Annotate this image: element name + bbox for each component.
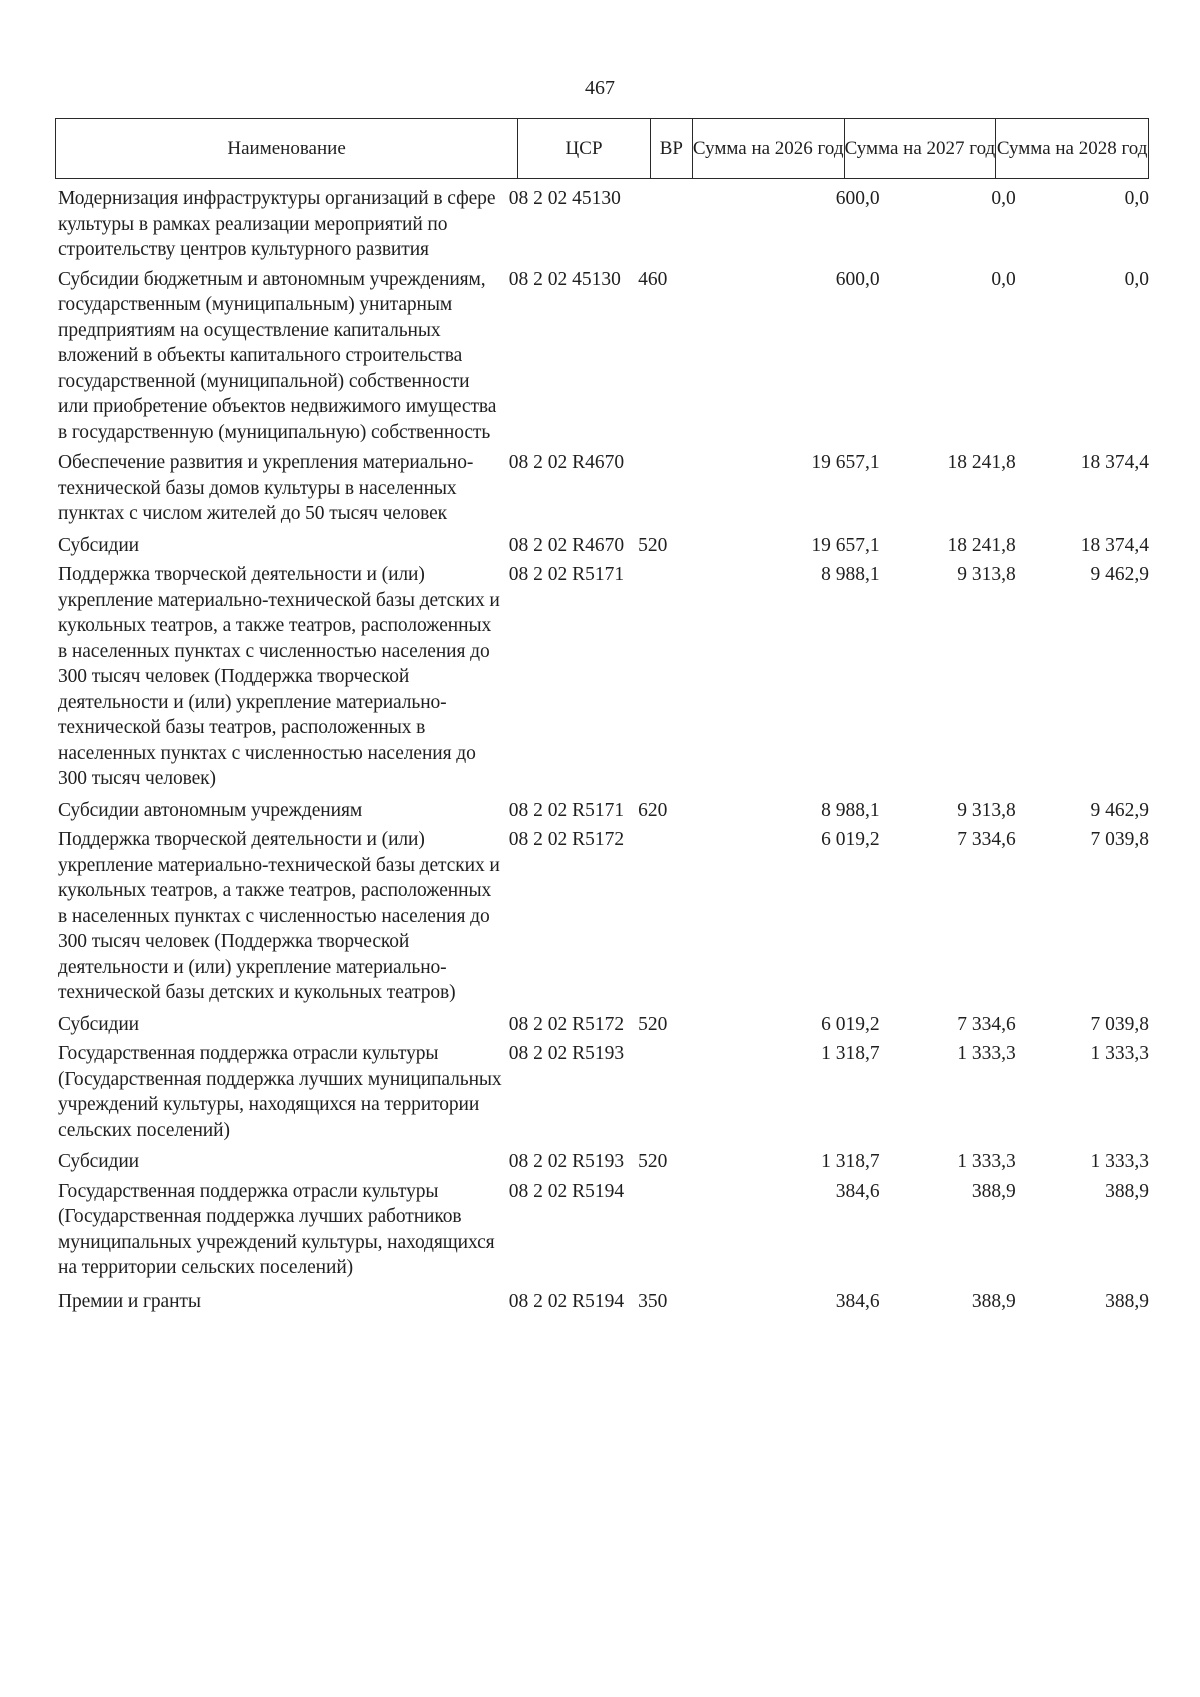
- row-name: Субсидии бюджетным и автономным учреждениям, государственным (муниципальным) унитарным предприятиям на осуществление капитальных вложений в объекты капитального строительства государственной (муниципальной) собственности или приобретение объектов недвижимого имущества в государственную (муниципальную) собственность: [58, 268, 497, 443]
- row-name: Поддержка творческой деятельности и (или) укрепление материально-технической базы детских и кукольных театров, а также театров, расположенных в населенных пунктах с численностью населения до 300 тысяч человек (Поддержка творческой деятельности и (или) укрепление материально-технической базы детских и кукольных театров): [58, 829, 500, 1003]
- table-row: [55, 1041, 1149, 1143]
- row-csr: 08 2 02 R5172: [508, 829, 625, 850]
- table-row: [55, 533, 1149, 559]
- table-row: [55, 1012, 1149, 1038]
- row-sum-2027: 388,9: [971, 1180, 1016, 1202]
- row-sum-2028: 9 462,9: [1090, 564, 1149, 585]
- row-sum-2028: 1 333,3: [1090, 1151, 1149, 1172]
- table-row: [55, 450, 1149, 527]
- row-sum-2028: 9 462,9: [1090, 799, 1149, 821]
- row-name: Модернизация инфраструктуры организаций в сфере культуры в рамках реализации мероприятий по строительству центров культурного развития: [58, 188, 496, 260]
- row-csr: 08 2 02 R5193: [508, 1151, 625, 1172]
- table-row: [55, 1149, 1149, 1175]
- row-csr: 08 2 02 R5171: [508, 799, 625, 821]
- row-name: Обеспечение развития и укрепления материально-технической базы домов культуры в населенных пунктах с числом жителей до 50 тысяч человек: [58, 452, 474, 524]
- row-name: Премии и гранты: [58, 1290, 201, 1312]
- row-sum-2028: 7 039,8: [1090, 1013, 1149, 1035]
- row-csr: 08 2 02 R5172: [508, 1013, 625, 1035]
- row-sum-2026: 600,0: [835, 188, 880, 209]
- row-sum-2028: 388,9: [1105, 1180, 1149, 1202]
- row-vr: [638, 562, 676, 792]
- row-csr: 08 2 02 45130: [508, 268, 621, 290]
- row-sum-2028: 388,9: [1105, 1290, 1149, 1312]
- table-row: [55, 267, 1149, 446]
- row-vr: 350: [638, 1290, 668, 1312]
- row-sum-2028: 0,0: [1124, 188, 1149, 209]
- row-vr: 620: [638, 799, 668, 821]
- row-name: Государственная поддержка отрасли культуры (Государственная поддержка лучших муниципальных учреждений культуры, находящихся на территории сельских поселений): [58, 1043, 502, 1141]
- row-sum-2027: 18 241,8: [947, 452, 1016, 473]
- row-sum-2026: 6 019,2: [821, 829, 880, 850]
- row-sum-2026: 1 318,7: [821, 1151, 880, 1172]
- header-csr: ЦСР: [518, 119, 651, 178]
- row-sum-2026: 19 657,1: [811, 534, 880, 556]
- row-vr: 520: [638, 534, 668, 556]
- row-sum-2027: 1 333,3: [957, 1151, 1016, 1172]
- row-name: Субсидии: [58, 1013, 140, 1035]
- row-sum-2026: 8 988,1: [821, 799, 880, 821]
- page-number: 467: [585, 77, 615, 99]
- row-vr: [638, 1179, 676, 1281]
- row-sum-2028: 1 333,3: [1090, 1043, 1149, 1064]
- row-name: Субсидии: [58, 1151, 140, 1172]
- table-row: [55, 186, 1149, 263]
- row-sum-2027: 7 334,6: [957, 1013, 1016, 1035]
- row-vr: 520: [638, 1151, 668, 1172]
- row-sum-2028: 0,0: [1124, 268, 1149, 290]
- row-name: Субсидии автономным учреждениям: [58, 799, 363, 821]
- row-sum-2026: 384,6: [835, 1290, 880, 1312]
- row-csr: 08 2 02 R4670: [508, 452, 625, 473]
- header-sum-2028: Сумма на 2028 год: [996, 137, 1148, 159]
- row-sum-2026: 8 988,1: [821, 564, 880, 585]
- row-vr: [638, 186, 676, 263]
- row-sum-2028: 18 374,4: [1080, 534, 1149, 556]
- row-sum-2027: 7 334,6: [957, 829, 1016, 850]
- header-sum-2026: Сумма на 2026 год: [693, 119, 845, 178]
- row-sum-2026: 19 657,1: [811, 452, 880, 473]
- table-row: [55, 1179, 1149, 1281]
- table-row: [55, 562, 1149, 792]
- row-sum-2027: 9 313,8: [957, 799, 1016, 821]
- row-sum-2028: 18 374,4: [1080, 452, 1149, 473]
- row-csr: 08 2 02 R5171: [508, 564, 625, 585]
- row-csr: 08 2 02 R5193: [508, 1043, 625, 1064]
- table-row: [55, 827, 1149, 1006]
- row-sum-2027: 0,0: [991, 188, 1016, 209]
- table-header: [55, 118, 1149, 179]
- row-csr: 08 2 02 45130: [508, 188, 621, 209]
- table-row: [55, 798, 1149, 824]
- row-sum-2027: 0,0: [991, 268, 1016, 290]
- table-body: [55, 186, 1149, 1314]
- row-sum-2026: 1 318,7: [821, 1043, 880, 1064]
- row-csr: 08 2 02 R4670: [508, 534, 625, 556]
- row-name: Поддержка творческой деятельности и (или) укрепление материально-технической базы детских и кукольных театров, а также театров, расположенных в населенных пунктах с численностью населения до 300 тысяч человек (Поддержка творческой деятельности и (или) укрепление материально-технической базы театров, расположенных в населенных пунктах с численностью населения до 300 тысяч человек): [58, 564, 500, 789]
- row-csr: 08 2 02 R5194: [508, 1180, 625, 1202]
- row-csr: 08 2 02 R5194: [508, 1290, 625, 1312]
- row-sum-2026: 600,0: [835, 268, 880, 290]
- row-sum-2026: 6 019,2: [821, 1013, 880, 1035]
- row-name: Государственная поддержка отрасли культуры (Государственная поддержка лучших работников муниципальных учреждений культуры, находящихся на территории сельских поселений): [58, 1180, 495, 1278]
- row-vr: 520: [638, 1013, 668, 1035]
- row-sum-2027: 1 333,3: [957, 1043, 1016, 1064]
- row-vr: [638, 450, 676, 527]
- row-vr: 460: [638, 268, 668, 290]
- row-name: Субсидии: [58, 534, 140, 556]
- header-sum-2027: Сумма на 2027 год: [845, 119, 997, 178]
- row-sum-2028: 7 039,8: [1090, 829, 1149, 850]
- header-vr: ВР: [651, 119, 693, 178]
- row-vr: [638, 827, 676, 1006]
- row-sum-2027: 388,9: [971, 1290, 1016, 1312]
- row-vr: [638, 1041, 676, 1143]
- table-row: [55, 1289, 1149, 1315]
- row-sum-2027: 18 241,8: [947, 534, 1016, 556]
- row-sum-2027: 9 313,8: [957, 564, 1016, 585]
- header-name: Наименование: [56, 119, 518, 178]
- row-sum-2026: 384,6: [835, 1180, 880, 1202]
